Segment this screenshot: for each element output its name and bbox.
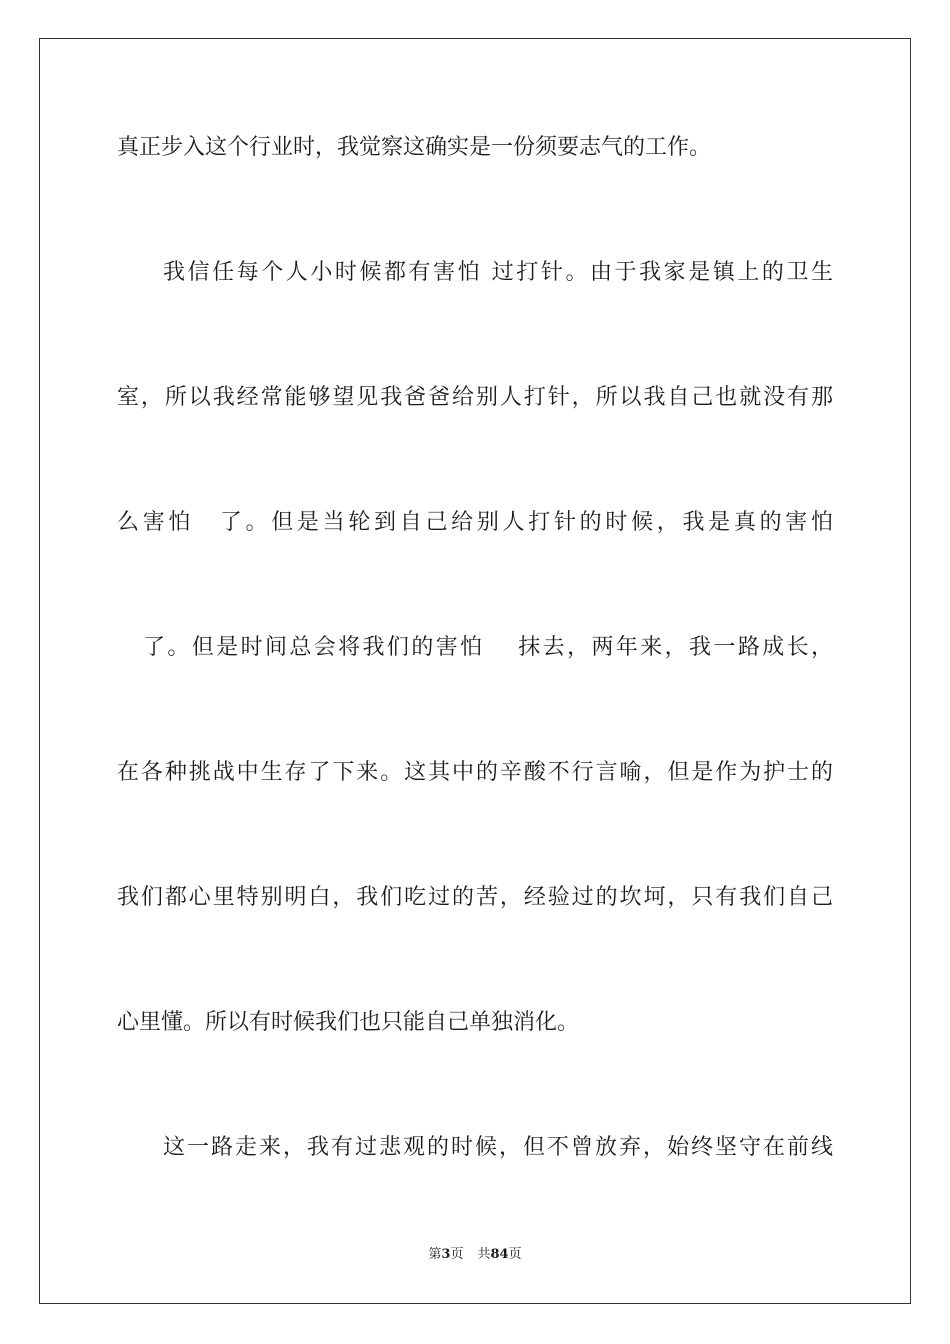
footer-page-prefix: 第 [428, 1247, 442, 1262]
footer-total-pages: 84 [490, 1247, 509, 1262]
text-line-4: 么害怕 了。但是当轮到自己给别人打针的时候，我是真的害怕 [117, 510, 833, 535]
text-line-9: 这一路走来，我有过悲观的时候，但不曾放弃，始终坚守在前线 [163, 1135, 833, 1160]
footer-total-suffix: 页 [508, 1247, 522, 1262]
footer-total-prefix: 共 [477, 1247, 491, 1262]
footer-page-suffix: 页 [450, 1247, 464, 1262]
text-line-5: 了。但是时间总会将我们的害怕 抹去，两年来，我一路成长， [143, 635, 833, 660]
text-line-6: 在各种挑战中生存了下来。这其中的辛酸不行言喻，但是作为护士的 [117, 760, 833, 785]
text-line-1: 真正步入这个行业时，我觉察这确实是一份须要志气的工作。 [117, 135, 712, 160]
text-line-7: 我们都心里特别明白，我们吃过的苦，经验过的坎坷，只有我们自己 [117, 885, 833, 910]
text-line-8: 心里懂。所以有时候我们也只能自己单独消化。 [117, 1010, 580, 1035]
page-footer [0, 1246, 950, 1264]
text-line-2: 我信任每个人小时候都有害怕 过打针。由于我家是镇上的卫生 [163, 260, 833, 285]
footer-page-number: 3 [441, 1247, 451, 1262]
page-border [39, 38, 911, 1304]
text-line-3: 室，所以我经常能够望见我爸爸给别人打针，所以我自己也就没有那 [117, 385, 833, 410]
